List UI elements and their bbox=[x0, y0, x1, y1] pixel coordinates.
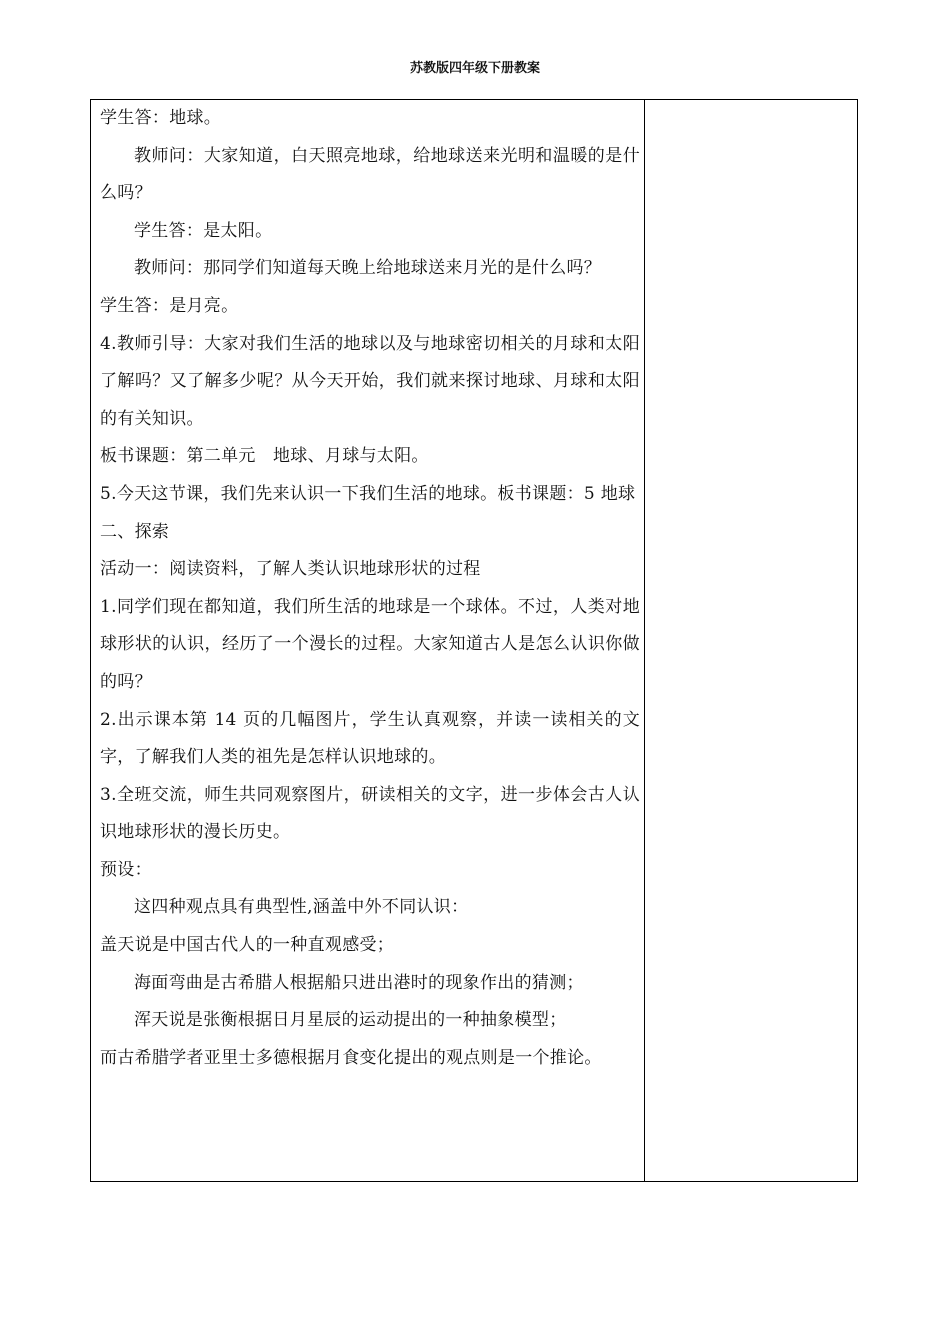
paragraph-8: 5.今天这节课，我们先来认识一下我们生活的地球。板书课题：5 地球 bbox=[100, 483, 636, 504]
paragraph-2: 教师问：大家知道，白天照亮地球，给地球送来光明和温暖的是什么吗？ bbox=[100, 145, 640, 204]
paragraph-5: 学生答：是月亮。 bbox=[100, 295, 239, 316]
paragraph-1: 学生答：地球。 bbox=[100, 108, 222, 128]
paragraph-6: 4.教师引导：大家对我们生活的地球以及与地球密切相关的月球和太阳了解吗？又了解多少呢？从今天开始，我们就来探讨地球、月球和太阳的有关知识。 bbox=[100, 333, 640, 429]
paragraph-11: 1.同学们现在都知道，我们所生活的地球是一个球体。不过，人类对地球形状的认识，经历了一个漫长的过程。大家知道古人是怎么认识你做的吗？ bbox=[100, 596, 640, 692]
paragraph-17: 海面弯曲是古希腊人根据船只进出港时的现象作出的猜测； bbox=[134, 972, 584, 993]
lesson-plan-table bbox=[90, 99, 858, 1182]
paragraph-13: 3.全班交流，师生共同观察图片，研读相关的文字，进一步体会古人认识地球形状的漫长历史。 bbox=[100, 784, 640, 843]
section-heading-explore: 二、探索 bbox=[100, 521, 170, 542]
paragraph-16: 盖天说是中国古代人的一种直观感受； bbox=[100, 935, 395, 956]
lesson-content-cell bbox=[100, 100, 640, 1077]
paragraph-12: 2.出示课本第 14 页的几幅图片，学生认真观察，并读一读相关的文字，了解我们人类的祖先是怎样认识地球的。 bbox=[100, 709, 640, 768]
paragraph-15: 这四种观点具有典型性,涵盖中外不同认识： bbox=[134, 897, 469, 918]
activity-heading: 活动一：阅读资料，了解人类认识地球形状的过程 bbox=[100, 559, 481, 580]
paragraph-4: 教师问：那同学们知道每天晚上给地球送来月光的是什么吗？ bbox=[134, 258, 602, 279]
preset-label: 预设： bbox=[100, 859, 152, 880]
paragraph-7: 板书课题：第二单元 地球、月球与太阳。 bbox=[100, 446, 429, 467]
paragraph-19: 而古希腊学者亚里士多德根据月食变化提出的观点则是一个推论。 bbox=[100, 1047, 602, 1068]
page-header-title: 苏教版四年级下册教案 bbox=[409, 61, 540, 76]
paragraph-3: 学生答：是太阳。 bbox=[134, 220, 273, 241]
paragraph-18: 浑天说是张衡根据日月星辰的运动提出的一种抽象模型； bbox=[134, 1010, 567, 1031]
notes-cell bbox=[645, 100, 857, 1181]
